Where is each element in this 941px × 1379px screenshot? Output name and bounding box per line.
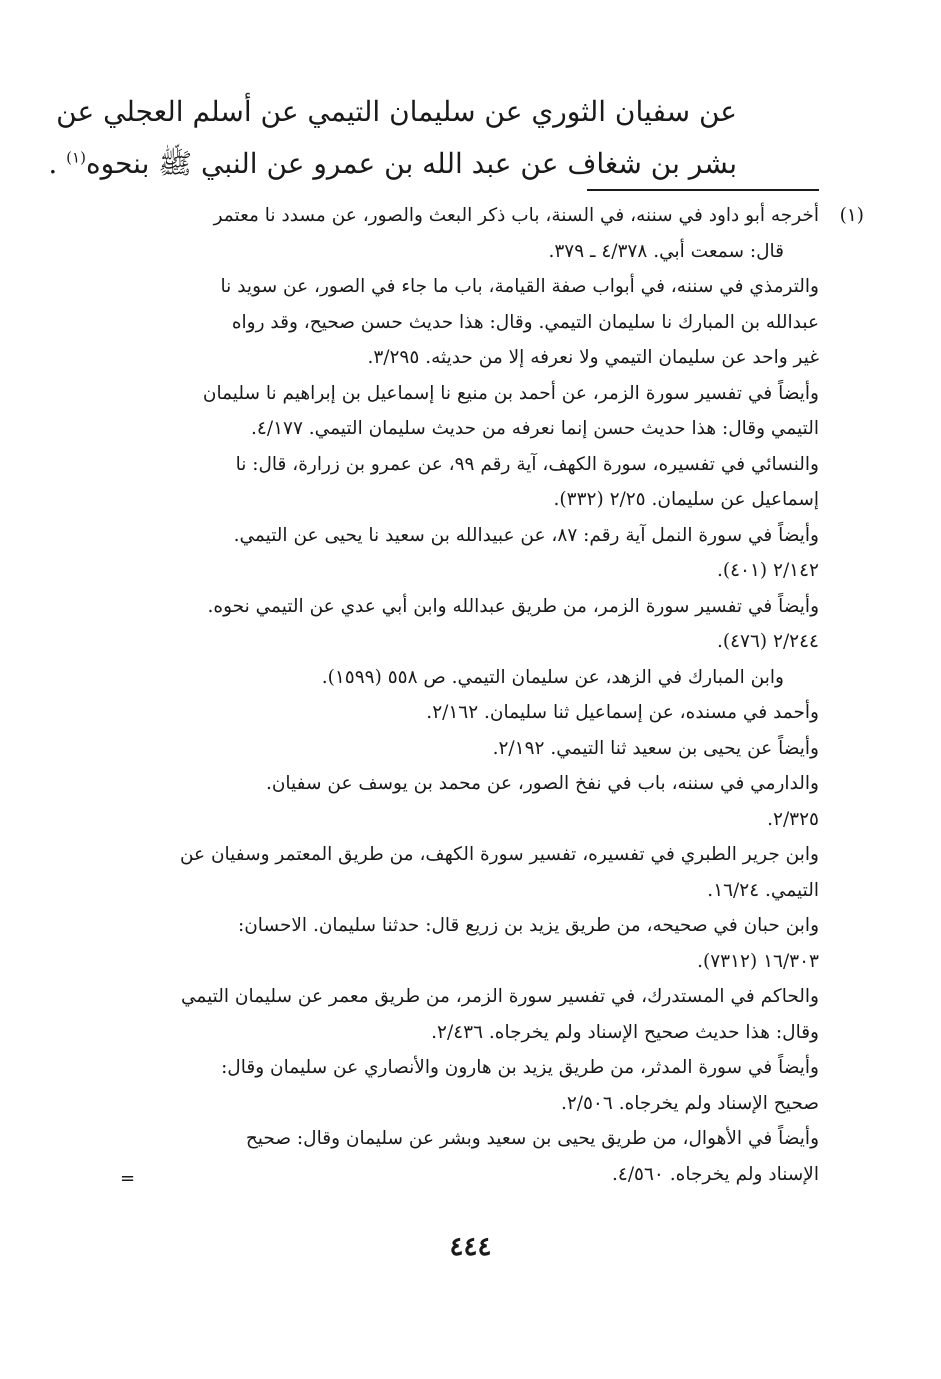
footnote-number: (١) <box>839 205 864 226</box>
footnote-line: وابن حبان في صحيحه، من طريق يزيد بن زريع قال: حدثنا سليمان. الاحسان: <box>237 915 819 936</box>
footnote-reference[interactable]: (١) <box>66 148 86 167</box>
footnote-line: والحاكم في المستدرك، في تفسير سورة الزمر، من طريق معمر عن سليمان التيمي <box>180 986 819 1007</box>
footnote-line: وأحمد في مسنده، عن إسماعيل ثنا سليمان. ٢/١٦٢. <box>426 702 819 723</box>
continuation-mark: = <box>120 1168 136 1189</box>
main-text-line: بشر بن شغاف عن عبد الله بن عمرو عن النبي ﷺ بنحوه$^{(١)}$ . <box>48 147 737 180</box>
footnote-line: عبدالله بن المبارك نا سليمان التيمي. وقال: هذا حديث حسن صحيح، وقد رواه <box>231 311 819 333</box>
footnote-line: وأيضاً عن يحيى بن سعيد ثنا التيمي. ٢/١٩٢. <box>492 737 819 759</box>
footnote-line: أخرجه أبو داود في سننه، في السنة، باب ذكر البعث والصور، عن مسدد نا معتمر <box>213 205 819 226</box>
footnote-line: ١٦/٣٠٣ (٧٣١٢). <box>697 950 819 972</box>
footnote-line: والترمذي في سننه، في أبواب صفة القيامة، باب ما جاء في الصور، عن سويد نا <box>220 276 819 297</box>
footnote-line: صحيح الإسناد ولم يخرجاه. ٢/٥٠٦. <box>560 1092 819 1114</box>
footnote-separator <box>587 189 819 191</box>
footnote-line: وأيضاً في الأهوال، من طريق يحيى بن سعيد وبشر عن سليمان وقال: صحيح <box>245 1128 819 1149</box>
footnote-line: والنسائي في تفسيره، سورة الكهف، آية رقم ٩٩، عن عمرو بن زرارة، قال: نا <box>235 453 819 475</box>
footnote-line: وأيضاً في سورة المدثر، من طريق يزيد بن هارون والأنصاري عن سليمان وقال: <box>221 1057 819 1078</box>
page-number: ٤٤٤ <box>449 1232 492 1262</box>
footnote-line: غير واحد عن سليمان التيمي ولا نعرفه إلا من حديثه. ٣/٢٩٥. <box>367 347 819 368</box>
footnote-line: ٢/٣٢٥. <box>767 808 819 830</box>
footnote-line: قال: سمعت أبي. ٤/٣٧٨ ـ ٣٧٩. <box>548 240 784 262</box>
footnote-line: وأيضاً في سورة النمل آية رقم: ٨٧، عن عبيدالله بن سعيد نا يحيى عن التيمي. <box>233 524 819 546</box>
footnote-line: وأيضاً في تفسير سورة الزمر، من طريق عبدالله وابن أبي عدي عن التيمي نحوه. <box>207 595 819 617</box>
footnote-line: التيمي وقال: هذا حديث حسن إنما نعرفه من حديث سليمان التيمي. ٤/١٧٧. <box>251 418 819 439</box>
footnote-line: وابن المبارك في الزهد، عن سليمان التيمي. ص ٥٥٨ (١٥٩٩). <box>321 666 784 688</box>
main-text-line: عن سفيان الثوري عن سليمان التيمي عن أسلم العجلي عن <box>56 95 737 128</box>
footnote-line: الإسناد ولم يخرجاه. ٤/٥٦٠. <box>612 1163 819 1185</box>
footnote-line: التيمي. ١٦/٢٤. <box>707 879 819 901</box>
footnote-line: ٢/٢٤٤ (٤٧٦). <box>716 631 819 652</box>
footnote-line: وقال: هذا حديث صحيح الإسناد ولم يخرجاه. ٢/٤٣٦. <box>431 1021 819 1043</box>
footnote-line: إسماعيل عن سليمان. ٢/٢٥ (٣٣٢). <box>553 489 819 510</box>
footnote-line: والدارمي في سننه، باب في نفخ الصور، عن محمد بن يوسف عن سفيان. <box>265 773 819 794</box>
footnote-line: ٢/١٤٢ (٤٠١). <box>716 560 819 581</box>
footnote-line: وابن جرير الطبري في تفسيره، تفسير سورة الكهف، من طريق المعتمر وسفيان عن <box>179 844 819 865</box>
main-text-block <box>48 86 737 190</box>
footnote-line: وأيضاً في تفسير سورة الزمر، عن أحمد بن منيع نا إسماعيل بن إبراهيم نا سليمان <box>202 382 819 404</box>
footnotes-block <box>133 198 864 1192</box>
